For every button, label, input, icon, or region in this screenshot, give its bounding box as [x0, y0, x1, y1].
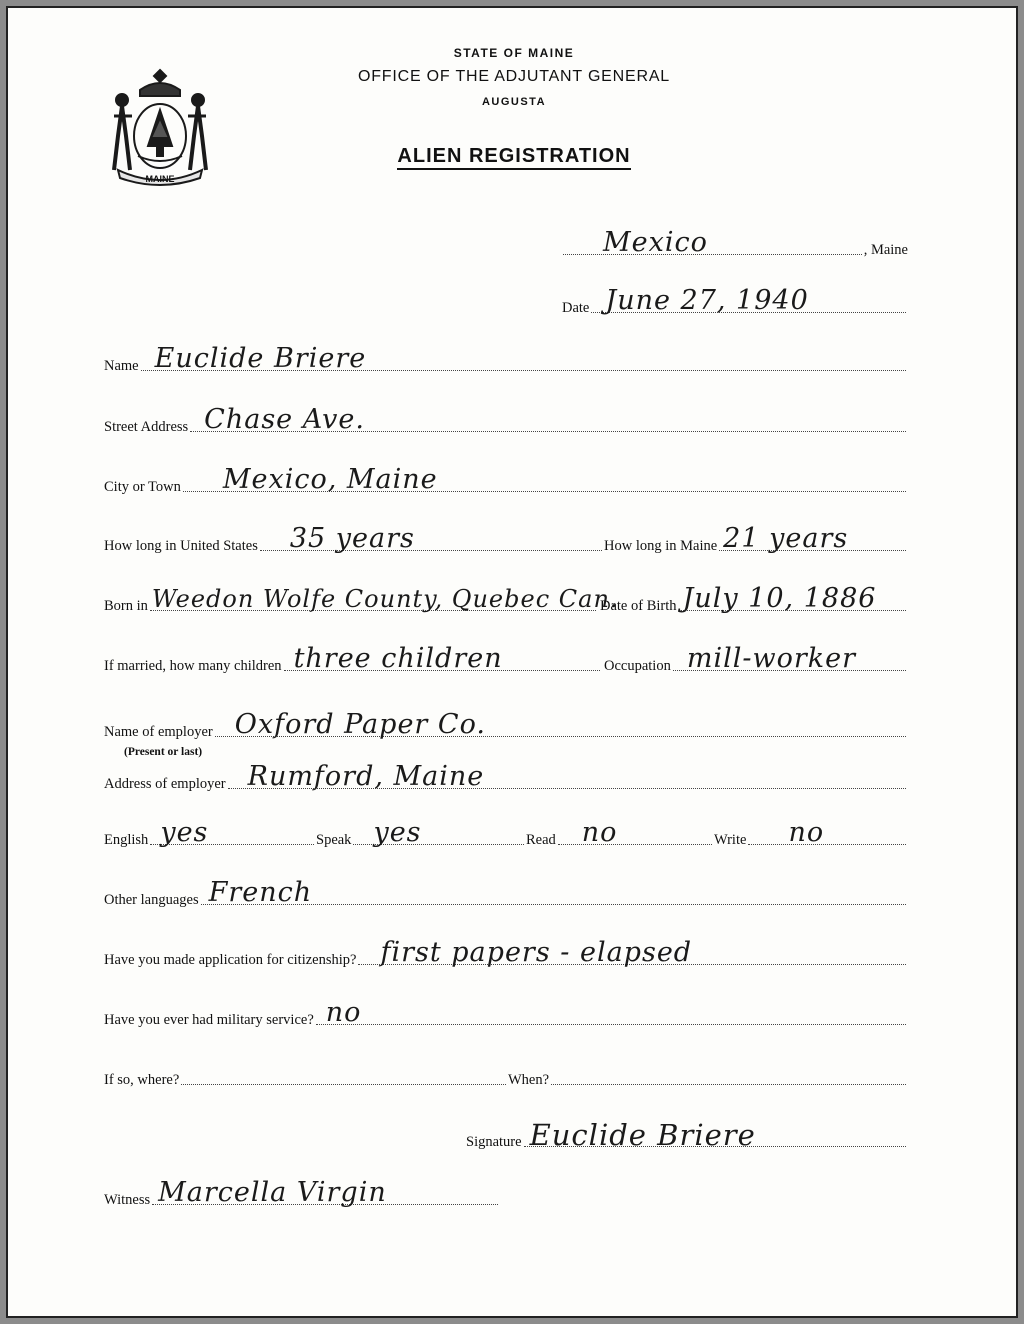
military-value[interactable]: no — [325, 997, 362, 1028]
occupation-label: Occupation — [604, 658, 671, 674]
born-label: Born in — [104, 598, 148, 614]
employer-sublabel: (Present or last) — [124, 746, 203, 758]
children-value[interactable]: three children — [293, 643, 503, 674]
witness-row — [104, 1177, 500, 1208]
maine-duration-label: How long in Maine — [604, 538, 718, 554]
employer-label: Name of employer — [104, 724, 213, 740]
dob-row — [600, 583, 908, 614]
write-row — [714, 817, 908, 848]
street-value[interactable]: Chase Ave. — [204, 404, 365, 435]
name-label: Name — [104, 358, 139, 374]
signature-label: Signature — [466, 1134, 522, 1150]
city-value[interactable]: Mexico, Maine — [222, 464, 438, 495]
speak-label: Speak — [316, 832, 352, 848]
born-value[interactable]: Weedon Wolfe County, Quebec Can. — [151, 585, 619, 613]
maine-duration-row — [604, 523, 908, 554]
children-row — [104, 643, 602, 674]
employer-address-label: Address of employer — [104, 776, 226, 792]
read-value[interactable]: no — [581, 817, 618, 848]
employer-row — [104, 709, 908, 740]
dob-value[interactable]: July 10, 1886 — [682, 583, 877, 614]
svg-text:MAINE: MAINE — [145, 174, 175, 184]
employer-value[interactable]: Oxford Paper Co. — [234, 709, 486, 740]
citizenship-value[interactable]: first papers - elapsed — [380, 937, 693, 968]
header-office: OFFICE OF THE ADJUTANT GENERAL — [357, 68, 671, 85]
read-row — [526, 817, 714, 848]
name-row — [104, 343, 908, 374]
signature-value[interactable]: Euclide Briere — [529, 1118, 756, 1152]
write-value[interactable]: no — [788, 817, 825, 848]
where-label: If so, where? — [104, 1072, 180, 1088]
form-title: ALIEN REGISTRATION — [8, 145, 1018, 168]
us-duration-label: How long in United States — [104, 538, 258, 554]
header-state: STATE OF MAINE — [453, 46, 575, 60]
when-row — [508, 1064, 908, 1088]
maine-duration-value[interactable]: 21 years — [723, 523, 849, 554]
town-row — [563, 227, 908, 258]
signature-row — [466, 1118, 908, 1152]
english-value[interactable]: yes — [160, 817, 209, 848]
header-city: AUGUSTA — [481, 96, 547, 108]
dob-label: Date of Birth — [600, 598, 677, 614]
city-row — [104, 464, 908, 495]
name-value[interactable]: Euclide Briere — [154, 343, 367, 374]
military-label: Have you ever had military service? — [104, 1012, 314, 1028]
when-label: When? — [508, 1072, 550, 1088]
street-row — [104, 404, 908, 435]
witness-label: Witness — [104, 1192, 151, 1208]
read-label: Read — [526, 832, 556, 848]
citizenship-label: Have you made application for citizenship? — [104, 952, 357, 968]
where-row — [104, 1064, 508, 1088]
date-row — [562, 285, 908, 316]
other-languages-label: Other languages — [104, 892, 199, 908]
street-label: Street Address — [104, 419, 189, 435]
military-row — [104, 997, 908, 1028]
children-label: If married, how many children — [104, 658, 282, 674]
english-row — [104, 817, 316, 848]
city-label: City or Town — [104, 479, 181, 495]
born-row — [104, 585, 619, 614]
date-value[interactable]: June 27, 1940 — [605, 285, 809, 316]
registration-form-page — [6, 6, 1018, 1318]
us-duration-value[interactable]: 35 years — [289, 523, 415, 554]
us-duration-row — [104, 523, 604, 554]
date-label: Date — [562, 300, 590, 316]
other-languages-value[interactable]: French — [208, 877, 313, 908]
citizenship-row — [104, 937, 908, 968]
occupation-row — [604, 643, 908, 674]
speak-value[interactable]: yes — [373, 817, 422, 848]
english-label: English — [104, 832, 149, 848]
employer-address-row — [104, 761, 908, 792]
speak-row — [316, 817, 526, 848]
write-label: Write — [714, 832, 747, 848]
other-languages-row — [104, 877, 908, 908]
employer-address-value[interactable]: Rumford, Maine — [247, 761, 485, 792]
witness-value[interactable]: Marcella Virgin — [158, 1177, 387, 1208]
town-suffix: , Maine — [863, 242, 908, 258]
town-value[interactable]: Mexico — [603, 227, 708, 258]
occupation-value[interactable]: mill-worker — [686, 643, 856, 674]
